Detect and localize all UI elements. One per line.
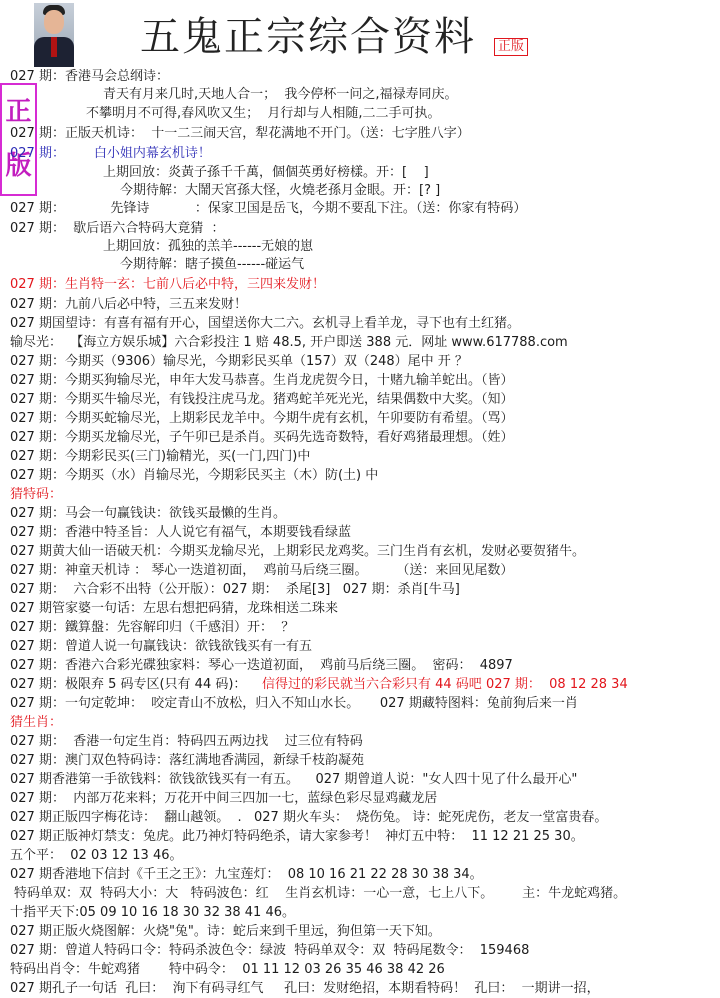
text-line: 027 期： 六合彩不出特（公开版）：027 期： 杀尾[3] 027 期：杀肖[牛马] [10, 582, 460, 597]
text-line: 027 期正版神灯禁支：兔虎。此乃神灯特码绝杀，请大家参考！ 神灯五中特： 11 12 21 25 30。 [10, 829, 584, 844]
text-line: 027 期管家婆一句话：左思右想把码猜，龙珠相送二珠来 [10, 601, 338, 616]
text-line: 027 期：香港六合彩光碟独家料：琴心一迭道初面， 鸡前马后绕三圈。 密码： 4897 [10, 658, 513, 673]
author-portrait [34, 3, 74, 67]
text-line: 027 期：香港中特圣旨：人人说它有福气，本期要钱看绿蓝 [10, 525, 351, 540]
text-line: 027 期正版火烧图解：火烧"兔"。诗：蛇后来到千里远，狗但第一天下知。 [10, 924, 441, 939]
text-line: 027 期：九前八后必中特，三五来发财！ [10, 297, 247, 312]
page-title: 五鬼正宗综合资料 [140, 14, 476, 60]
text-line: 青天有月来几时,天地人合一； 我今停杯一问之,福禄寿同庆。 [103, 87, 458, 102]
side-stamp-top: 正 [5, 97, 32, 127]
text-line: 027 期：正版天机诗： 十一二三闹天宫，犁花满地不开门。（送：七字胜八字） [10, 126, 470, 141]
text-line: 上期回放：孤独的羔羊------无娘的崽 [103, 239, 314, 254]
text-line: 027 期：曾道人说一句赢钱诀：欲钱欲钱买有一有五 [10, 639, 312, 654]
text-line: 027 期：极限弃 5 码专区(只有 44 码)： [10, 677, 247, 692]
text-line: 猜生肖： [10, 715, 63, 730]
text-line: 027 期： 歇后语六合特码大竟猜 ： [10, 221, 225, 236]
text-line: 027 期香港第一手欲钱料：欲钱欲钱买有一有五。 027 期曾道人说："女人四十见了什么最开心" [10, 772, 578, 787]
text-line: 上期回放：炎黃子孫千千萬，個個英勇好榜樣。开：[ ] [103, 165, 429, 180]
text-line: 五个平： 02 03 12 13 46。 [10, 848, 183, 863]
text-line: 027 期：今期买（9306）输尽光，今期彩民买单（157）双（248）尾中 开 ？ [10, 354, 468, 369]
text-line: 027 期： 内部万花来料；万花开中间三四加一七，蓝绿色彩尽显鸡藏龙居 [10, 791, 438, 806]
edition-badge: 正版 [494, 38, 528, 56]
text-line: 027 期：今期买（水）肖输尽光，今期彩民买主（木）防(土) 中 [10, 468, 379, 483]
text-line: 猜特码： [10, 487, 63, 502]
text-line: 027 期孔子一句话 孔曰： 洵下有码寻红气 孔曰：发财绝招，本期看特码！ 孔曰： 一期讲一招， [10, 981, 600, 996]
text-line: 027 期黄大仙一语破天机：今期买龙输尽光，上期彩民龙鸡奖。三门生肖有玄机，发财必要贺猪牛。 [10, 544, 585, 559]
text-line: 027 期：生肖特一玄：七前八后必中特，三四来发财！ [10, 277, 325, 292]
text-line: 特码出肖令：牛蛇鸡猪 特中码令： 01 11 12 03 26 35 46 38 42 26 [10, 962, 445, 977]
text-line: 027 期：今期买蛇输尽光，上期彩民龙羊中。今期牛虎有玄机，午卯要防有希望。（骂） [10, 411, 514, 426]
text-line: 027 期：曾道人特码口令：特码杀波色令：绿波 特码单双令：双 特码尾数令： 159468 [10, 943, 530, 958]
text-line: 027 期：香港马会总纲诗： [10, 69, 169, 84]
text-line: 027 期正版四字梅花诗： 翻山越领。 . 027 期火车头： 烧伤兔。 诗：蛇死虎伤，老友一堂富贵春。 [10, 810, 608, 825]
text-line: 输尽光： 【海立方娱乐城】六合彩投注 1 赔 48.5, 开户即送 388 元．网址 www.617788.com [10, 335, 568, 350]
text-line: 027 期： 香港一句定生肖：特码四五两边找 过三位有特码 [10, 734, 363, 749]
text-line: 027 期：神童天机诗 ： 琴心一迭道初面， 鸡前马后绕三圈。 （送：来回见尾数） [10, 563, 514, 578]
text-line: 027 期：马会一句赢钱诀：欲钱买最懒的生肖。 [10, 506, 286, 521]
text-line: 信得过的彩民就当六合彩只有 44 码吧 027 期： 08 12 28 34 [262, 677, 628, 692]
side-stamp-bottom: 版 [5, 151, 32, 181]
text-line: 027 期：今期买牛输尽光，有钱投注虎马龙。猪鸡蛇羊死光光，结果偶数中大奖。（知） [10, 392, 514, 407]
text-line: 027 期： 先锋诗 ：保家卫国是岳飞，今期不要乱下注。（送：你家有特码） [10, 201, 527, 216]
text-line: 今期待解：瞎子摸鱼------碰运气 [120, 257, 305, 272]
text-line: 今期待解：大鬧天宮孫大怪，火燒老孫月金眼。开：[? ] [120, 183, 441, 198]
text-line: 027 期：鐵算盤：先容解印归（千感泪）开： ？ [10, 620, 295, 635]
text-line: 027 期：今期买龙输尽光，子午卯已是杀肖。买码先选奇数特，看好鸡猪最理想。（姓） [10, 430, 514, 445]
text-line: 十指平天下:05 09 10 16 18 30 32 38 41 46。 [10, 905, 295, 920]
text-line: 027 期：今期买狗输尽光，申年大发马恭喜。生肖龙虎贺今日，十赌九输羊蛇出。（皆） [10, 373, 514, 388]
text-line: 027 期：澳门双色特码诗：落红满地香满园，新绿千枝韵凝苑 [10, 753, 364, 768]
text-line: 027 期： 白小姐内幕玄机诗！ [10, 146, 211, 161]
text-line: 027 期国望诗：有喜有福有开心，国望送你大二六。玄机寻上看羊龙，寻下也有土红猪。 [10, 316, 520, 331]
text-line: 027 期香港地下信封《千王之王》：九宝莲灯： 08 10 16 21 22 28 30 38 34。 [10, 867, 483, 882]
text-line: 特码单双：双 特码大小：大 特码波色：红 生肖玄机诗：一心一意，七上八下。 主：牛龙蛇鸡猪。 [14, 886, 627, 901]
text-line: 027 期：一句定乾坤： 咬定青山不放松，归入不知山水长。 027 期藏特图料：兔前狗后来一肖 [10, 696, 578, 711]
text-line: 027 期：今期彩民买(三门)输精光，买(一门,四门)中 [10, 449, 311, 464]
text-line: 不攀明月不可得,春风吹又生； 月行却与人相随,二二手可执。 [86, 106, 441, 121]
